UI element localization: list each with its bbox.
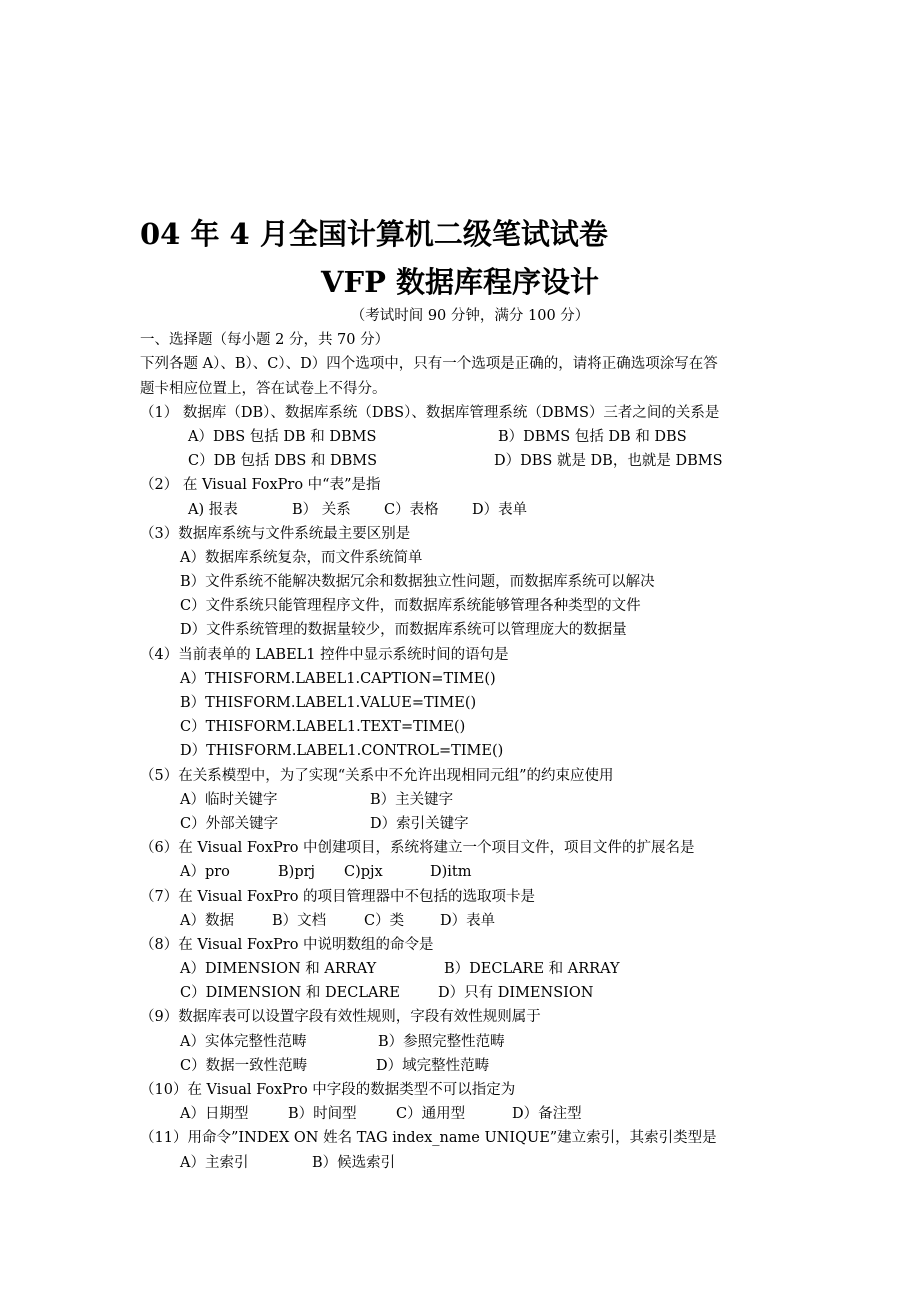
question-2-option-b: B） 关系 xyxy=(292,501,351,518)
question-8-option-a: A）DIMENSION 和 ARRAY xyxy=(180,961,377,978)
question-5-options-row-2 xyxy=(140,812,800,836)
question-9-option-c: C）数据一致性范畴 xyxy=(180,1057,308,1074)
question-3-option-b: B）文件系统不能解决数据冗余和数据独立性问题，而数据库系统可以解决 xyxy=(180,574,655,591)
exam-subtitle: VFP 数据库程序设计 xyxy=(321,265,599,299)
question-4-option-c: C）THISFORM.LABEL1.TEXT=TIME() xyxy=(180,719,466,736)
question-8-options-row-1 xyxy=(140,957,800,981)
question-7-option-b: B）文档 xyxy=(272,912,327,929)
question-10-option-c: C）通用型 xyxy=(396,1106,466,1123)
question-3-option-c: C）文件系统只能管理程序文件，而数据库系统能够管理各种类型的文件 xyxy=(180,598,641,615)
section-heading: 一、选择题（每小题 2 分，共 70 分） xyxy=(140,332,390,349)
question-10-option-d: D）备注型 xyxy=(512,1106,582,1123)
question-9-option-b: B）参照完整性范畴 xyxy=(378,1033,505,1050)
question-1-options-row-2 xyxy=(140,449,800,473)
question-5-option-c: C）外部关键字 xyxy=(180,815,279,832)
question-2-option-c: C）表格 xyxy=(384,501,439,518)
question-4-option-a: A）THISFORM.LABEL1.CAPTION=TIME() xyxy=(180,670,496,687)
question-2-option-d: D）表单 xyxy=(472,501,528,518)
question-2-option-a: A) 报表 xyxy=(188,501,238,518)
question-6-option-c: C)pjx xyxy=(344,864,383,881)
question-10-option-a: A）日期型 xyxy=(180,1106,249,1123)
question-3-stem: （3）数据库系统与文件系统最主要区别是 xyxy=(140,525,411,542)
question-1-option-a: A）DBS 包括 DB 和 DBMS xyxy=(188,428,377,445)
question-4-option-b: B）THISFORM.LABEL1.VALUE=TIME() xyxy=(180,695,477,711)
exam-body xyxy=(140,304,800,1175)
question-1-option-b: B）DBMS 包括 DB 和 DBS xyxy=(498,428,687,445)
question-9-options-row-2 xyxy=(140,1054,800,1078)
question-11-stem: （11）用命令”INDEX ON 姓名 TAG index_name UNIQUE”建立索引，其索引类型是 xyxy=(140,1130,717,1147)
instruction-line-2: 题卡相应位置上，答在试卷上不得分。 xyxy=(140,380,387,397)
question-7-options-row xyxy=(140,909,800,933)
question-8-option-b: B）DECLARE 和 ARRAY xyxy=(444,961,620,978)
question-3-option-a: A）数据库系统复杂，而文件系统简单 xyxy=(180,549,423,566)
question-10-options-row xyxy=(140,1102,800,1126)
question-8-option-d: D）只有 DIMENSION xyxy=(438,985,594,1002)
question-5-option-b: B）主关键字 xyxy=(370,791,454,808)
question-8-option-c: C）DIMENSION 和 DECLARE xyxy=(180,985,400,1002)
exam-title: 04 年 4 月全国计算机二级笔试试卷 xyxy=(140,217,608,251)
question-11-option-b: B）候选索引 xyxy=(312,1154,396,1171)
question-7-option-a: A）数据 xyxy=(180,912,234,929)
question-8-options-row-2 xyxy=(140,981,800,1005)
question-6-option-b: B)prj xyxy=(278,864,316,881)
question-1-options-row-1 xyxy=(140,425,800,449)
question-1-option-c: C）DB 包括 DBS 和 DBMS xyxy=(188,453,378,470)
question-10-option-b: B）时间型 xyxy=(288,1106,357,1123)
question-5-options-row-1 xyxy=(140,788,800,812)
question-5-option-d: D）索引关键字 xyxy=(370,815,469,832)
question-2-stem: （2） 在 Visual FoxPro 中“表”是指 xyxy=(140,477,381,494)
exam-info: （考试时间 90 分钟，满分 100 分） xyxy=(350,308,590,324)
question-5-stem: （5）在关系模型中，为了实现“关系中不允许出现相同元组”的约束应使用 xyxy=(140,767,614,784)
question-4-stem: （4）当前表单的 LABEL1 控件中显示系统时间的语句是 xyxy=(140,646,509,663)
instruction-line-1: 下列各题 A）、B）、C）、D）四个选项中，只有一个选项是正确的，请将正确选项涂写在答 xyxy=(140,356,718,373)
question-7-option-c: C）类 xyxy=(364,912,405,929)
question-9-stem: （9）数据库表可以设置字段有效性规则，字段有效性规则属于 xyxy=(140,1009,541,1026)
question-1-option-d: D）DBS 就是 DB，也就是 DBMS xyxy=(494,453,723,470)
question-6-stem: （6）在 Visual FoxPro 中创建项目，系统将建立一个项目文件，项目文件的扩展名是 xyxy=(140,840,695,857)
question-11-options-row xyxy=(140,1151,800,1175)
question-1-stem: （1） 数据库（DB）、数据库系统（DBS）、数据库管理系统（DBMS）三者之间的关系是 xyxy=(140,404,720,421)
question-9-option-a: A）实体完整性范畴 xyxy=(180,1033,307,1050)
question-6-option-d: D)itm xyxy=(430,864,472,881)
question-5-option-a: A）临时关键字 xyxy=(180,791,278,808)
question-6-option-a: A）pro xyxy=(180,864,230,881)
question-2-options-row xyxy=(140,498,800,522)
question-3-option-d: D）文件系统管理的数据量较少，而数据库系统可以管理庞大的数据量 xyxy=(180,622,627,639)
question-8-stem: （8）在 Visual FoxPro 中说明数组的命令是 xyxy=(140,936,434,953)
question-6-options-row xyxy=(140,860,800,884)
question-4-option-d: D）THISFORM.LABEL1.CONTROL=TIME() xyxy=(180,743,504,760)
question-7-option-d: D）表单 xyxy=(440,912,496,929)
question-9-option-d: D）域完整性范畴 xyxy=(376,1057,490,1074)
question-10-stem: （10）在 Visual FoxPro 中字段的数据类型不可以指定为 xyxy=(140,1082,516,1098)
question-9-options-row-1 xyxy=(140,1030,800,1054)
question-11-option-a: A）主索引 xyxy=(180,1154,249,1171)
question-7-stem: （7）在 Visual FoxPro 的项目管理器中不包括的选取项卡是 xyxy=(140,888,536,905)
